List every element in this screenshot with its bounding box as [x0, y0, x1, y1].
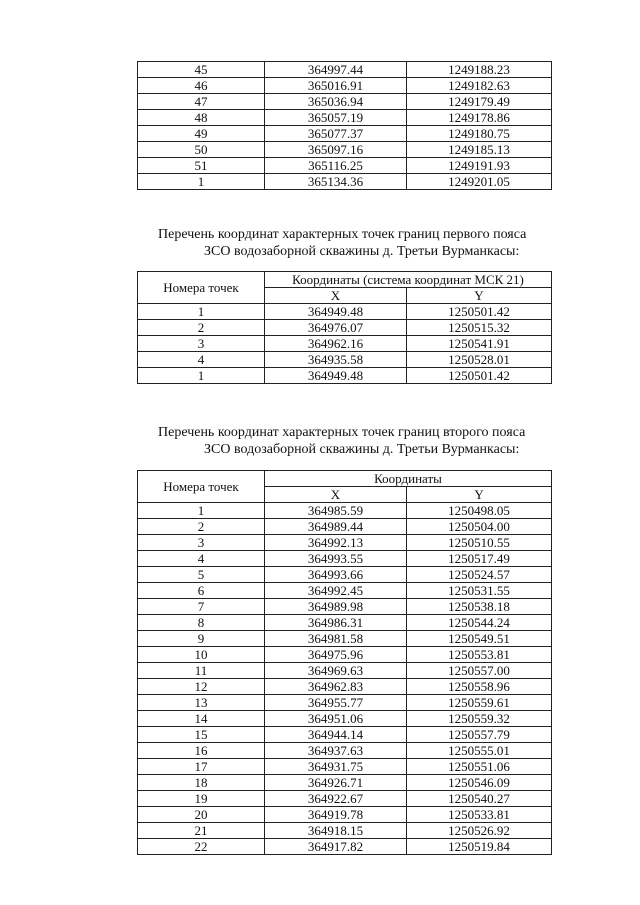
y-coordinate-cell: 1250541.91: [407, 336, 552, 352]
point-number-cell: 11: [138, 663, 265, 679]
header-coordinates: Координаты (система координат МСК 21): [265, 272, 552, 288]
table-row: [138, 320, 552, 336]
point-number-cell: 12: [138, 679, 265, 695]
point-number-cell: 48: [138, 110, 265, 126]
y-coordinate-cell: 1250501.42: [407, 304, 552, 320]
point-number-cell: 18: [138, 775, 265, 791]
caption-line-2: ЗСО водозаборной скважины д. Третьи Вурманкасы:: [204, 442, 520, 457]
table-row: [138, 567, 552, 583]
y-coordinate-cell: 1250504.00: [407, 519, 552, 535]
x-coordinate-cell: 364975.96: [265, 647, 407, 663]
point-number-cell: 9: [138, 631, 265, 647]
header-point-numbers: Номера точек: [138, 272, 265, 304]
table-row: [138, 775, 552, 791]
point-number-cell: 1: [138, 503, 265, 519]
table-body: [138, 304, 552, 384]
x-coordinate-cell: 364935.58: [265, 352, 407, 368]
y-coordinate-cell: 1250559.61: [407, 695, 552, 711]
x-coordinate-cell: 364937.63: [265, 743, 407, 759]
x-coordinate-cell: 364997.44: [265, 62, 407, 78]
caption-line-1: Перечень координат характерных точек границ второго пояса: [158, 425, 526, 440]
point-number-cell: 16: [138, 743, 265, 759]
x-coordinate-cell: 364985.59: [265, 503, 407, 519]
y-coordinate-cell: 1250553.81: [407, 647, 552, 663]
point-number-cell: 19: [138, 791, 265, 807]
table-row: [138, 336, 552, 352]
y-coordinate-cell: 1249185.13: [407, 142, 552, 158]
table-row: [138, 551, 552, 567]
caption-line-2: ЗСО водозаборной скважины д. Третьи Вурманкасы:: [204, 244, 520, 259]
point-number-cell: 3: [138, 336, 265, 352]
x-coordinate-cell: 364969.63: [265, 663, 407, 679]
y-coordinate-cell: 1250498.05: [407, 503, 552, 519]
table-row: [138, 711, 552, 727]
y-coordinate-cell: 1249201.05: [407, 174, 552, 190]
point-number-cell: 6: [138, 583, 265, 599]
x-coordinate-cell: 364993.66: [265, 567, 407, 583]
table-body: [138, 503, 552, 855]
table-row: [138, 94, 552, 110]
header-point-numbers: Номера точек: [138, 471, 265, 503]
table-row: [138, 759, 552, 775]
x-coordinate-cell: 364926.71: [265, 775, 407, 791]
x-coordinate-cell: 364922.67: [265, 791, 407, 807]
x-coordinate-cell: 364955.77: [265, 695, 407, 711]
table-row: [138, 142, 552, 158]
table-row: [138, 631, 552, 647]
point-number-cell: 15: [138, 727, 265, 743]
table-row: [138, 615, 552, 631]
y-coordinate-cell: 1250551.06: [407, 759, 552, 775]
y-coordinate-cell: 1250528.01: [407, 352, 552, 368]
y-coordinate-cell: 1250533.81: [407, 807, 552, 823]
point-number-cell: 14: [138, 711, 265, 727]
point-number-cell: 4: [138, 352, 265, 368]
point-number-cell: 4: [138, 551, 265, 567]
table-row: [138, 695, 552, 711]
y-coordinate-cell: 1250557.00: [407, 663, 552, 679]
x-coordinate-cell: 365077.37: [265, 126, 407, 142]
y-coordinate-cell: 1249182.63: [407, 78, 552, 94]
header-x: X: [265, 288, 407, 304]
point-number-cell: 1: [138, 174, 265, 190]
table-row: [138, 663, 552, 679]
y-coordinate-cell: 1250546.09: [407, 775, 552, 791]
y-coordinate-cell: 1250555.01: [407, 743, 552, 759]
point-number-cell: 45: [138, 62, 265, 78]
header-y: Y: [407, 487, 552, 503]
y-coordinate-cell: 1250510.55: [407, 535, 552, 551]
table-row: [138, 807, 552, 823]
point-number-cell: 8: [138, 615, 265, 631]
table-row: [138, 78, 552, 94]
x-coordinate-cell: 364981.58: [265, 631, 407, 647]
table-row: [138, 62, 552, 78]
point-number-cell: 51: [138, 158, 265, 174]
table-row: [138, 158, 552, 174]
x-coordinate-cell: 364993.55: [265, 551, 407, 567]
table-row: [138, 839, 552, 855]
table-row: [138, 174, 552, 190]
x-coordinate-cell: 365016.91: [265, 78, 407, 94]
point-number-cell: 17: [138, 759, 265, 775]
first-zone-table: [137, 271, 552, 384]
point-number-cell: 21: [138, 823, 265, 839]
table-row: [138, 352, 552, 368]
point-number-cell: 10: [138, 647, 265, 663]
x-coordinate-cell: 364962.83: [265, 679, 407, 695]
second-zone-table: [137, 470, 552, 855]
table-row: [138, 679, 552, 695]
x-coordinate-cell: 365036.94: [265, 94, 407, 110]
x-coordinate-cell: 364918.15: [265, 823, 407, 839]
header-x: X: [265, 487, 407, 503]
point-number-cell: 47: [138, 94, 265, 110]
y-coordinate-cell: 1250544.24: [407, 615, 552, 631]
table-row: [138, 110, 552, 126]
x-coordinate-cell: 364989.44: [265, 519, 407, 535]
header-y: Y: [407, 288, 552, 304]
header-coordinates: Координаты: [265, 471, 552, 487]
table-row: [138, 126, 552, 142]
x-coordinate-cell: 364976.07: [265, 320, 407, 336]
x-coordinate-cell: 364986.31: [265, 615, 407, 631]
y-coordinate-cell: 1249180.75: [407, 126, 552, 142]
table-row: [138, 743, 552, 759]
table-row: [138, 519, 552, 535]
point-number-cell: 2: [138, 320, 265, 336]
x-coordinate-cell: 364949.48: [265, 368, 407, 384]
x-coordinate-cell: 364931.75: [265, 759, 407, 775]
point-number-cell: 13: [138, 695, 265, 711]
y-coordinate-cell: 1249178.86: [407, 110, 552, 126]
point-number-cell: 7: [138, 599, 265, 615]
y-coordinate-cell: 1250531.55: [407, 583, 552, 599]
y-coordinate-cell: 1250526.92: [407, 823, 552, 839]
table-body: [138, 62, 552, 190]
x-coordinate-cell: 364917.82: [265, 839, 407, 855]
x-coordinate-cell: 364992.13: [265, 535, 407, 551]
x-coordinate-cell: 364951.06: [265, 711, 407, 727]
y-coordinate-cell: 1250501.42: [407, 368, 552, 384]
table-row: [138, 647, 552, 663]
x-coordinate-cell: 364989.98: [265, 599, 407, 615]
x-coordinate-cell: 365057.19: [265, 110, 407, 126]
table-row: [138, 583, 552, 599]
y-coordinate-cell: 1250519.84: [407, 839, 552, 855]
y-coordinate-cell: 1250559.32: [407, 711, 552, 727]
x-coordinate-cell: 365116.25: [265, 158, 407, 174]
y-coordinate-cell: 1250524.57: [407, 567, 552, 583]
table-row: [138, 791, 552, 807]
point-number-cell: 20: [138, 807, 265, 823]
point-number-cell: 46: [138, 78, 265, 94]
y-coordinate-cell: 1250517.49: [407, 551, 552, 567]
y-coordinate-cell: 1249191.93: [407, 158, 552, 174]
point-number-cell: 22: [138, 839, 265, 855]
point-number-cell: 1: [138, 368, 265, 384]
y-coordinate-cell: 1249179.49: [407, 94, 552, 110]
y-coordinate-cell: 1250538.18: [407, 599, 552, 615]
y-coordinate-cell: 1250515.32: [407, 320, 552, 336]
x-coordinate-cell: 364949.48: [265, 304, 407, 320]
point-number-cell: 49: [138, 126, 265, 142]
x-coordinate-cell: 364919.78: [265, 807, 407, 823]
table-row: [138, 727, 552, 743]
table-row: [138, 304, 552, 320]
point-number-cell: 5: [138, 567, 265, 583]
point-number-cell: 3: [138, 535, 265, 551]
table-row: [138, 599, 552, 615]
x-coordinate-cell: 364992.45: [265, 583, 407, 599]
y-coordinate-cell: 1249188.23: [407, 62, 552, 78]
x-coordinate-cell: 364944.14: [265, 727, 407, 743]
point-number-cell: 1: [138, 304, 265, 320]
x-coordinate-cell: 365097.16: [265, 142, 407, 158]
table-row: [138, 823, 552, 839]
point-number-cell: 2: [138, 519, 265, 535]
table-row: [138, 368, 552, 384]
y-coordinate-cell: 1250549.51: [407, 631, 552, 647]
point-number-cell: 50: [138, 142, 265, 158]
table-row: [138, 535, 552, 551]
x-coordinate-cell: 364962.16: [265, 336, 407, 352]
y-coordinate-cell: 1250540.27: [407, 791, 552, 807]
y-coordinate-cell: 1250557.79: [407, 727, 552, 743]
table-row: [138, 503, 552, 519]
x-coordinate-cell: 365134.36: [265, 174, 407, 190]
caption-line-1: Перечень координат характерных точек границ первого пояса: [158, 227, 527, 242]
y-coordinate-cell: 1250558.96: [407, 679, 552, 695]
coordinates-table-continuation: [137, 61, 552, 190]
